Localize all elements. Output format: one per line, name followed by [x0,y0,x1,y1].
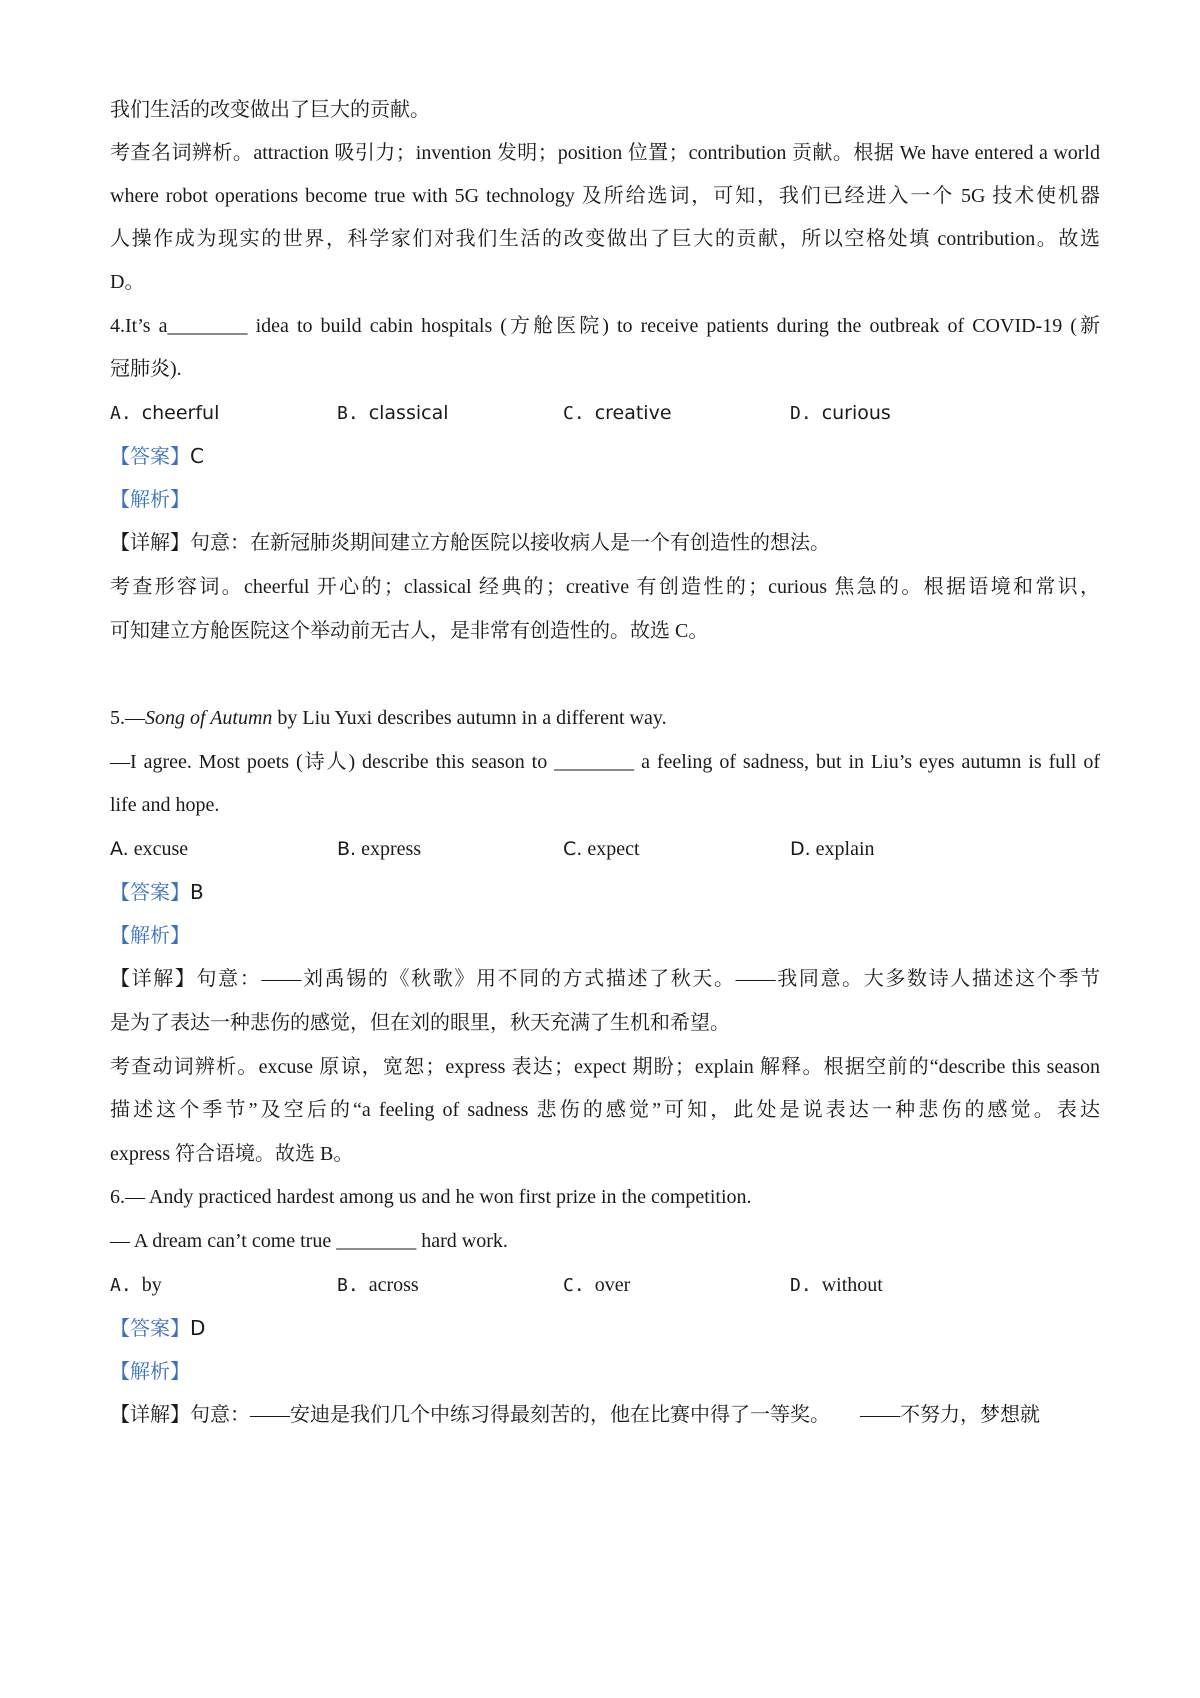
q6-analysis-tag: 【解析】 [110,1361,190,1383]
q3-explanation-line-3: where robot operations become true with 5G technology 及所给选词，可知，我们已经进入一个 5G 技术使机器 [110,185,1100,207]
q4-detail-line-1: 【详解】句意：在新冠肺炎期间建立方舱医院以接收病人是一个有创造性的想法。 [110,532,830,554]
q4-detail-line-2: 考查形容词。cheerful 开心的；classical 经典的；creative 有创造性的；curious 焦急的。根据语境和常识， [110,576,1100,598]
q6-options [110,1271,1100,1299]
q5-stem-line-1: 5.—Song of Autumn by Liu Yuxi describes autumn in a different way. [110,707,667,729]
q5-detail-line-5: express 符合语境。故选 B。 [110,1143,354,1165]
q4-option-c: C. creative [563,402,672,424]
answer-tag: 【答案】 [110,882,190,904]
q5-detail-line-3: 考查动词辨析。excuse 原谅，宽恕；express 表达；expect 期盼；explain 解释。根据空前的“describe this season [110,1056,1100,1078]
q3-explanation-line-2: 考查名词辨析。attraction 吸引力；invention 发明；position 位置；contribution 贡献。根据 We have entered a world [110,142,1100,164]
q5-options [110,835,1100,863]
answer-tag: 【答案】 [110,1318,190,1340]
poem-title: Song of Autumn [145,707,273,729]
q6-stem-line-2: — A dream can’t come true ________ hard work. [110,1230,508,1252]
q4-option-a: A. cheerful [110,402,220,424]
q6-option-c: C. over [563,1274,631,1296]
q6-option-b: B. across [337,1274,419,1296]
q5-analysis-tag: 【解析】 [110,925,190,947]
q4-analysis-tag: 【解析】 [110,489,190,511]
answer-value: D [190,1316,206,1340]
q5-detail-line-1: 【详解】句意：——刘禹锡的《秋歌》用不同的方式描述了秋天。——我同意。大多数诗人描述这个季节 [110,968,1100,990]
answer-value: C [190,444,204,468]
q6-stem-line-1: 6.— Andy practiced hardest among us and he won first prize in the competition. [110,1186,752,1208]
q3-explanation-line-4: 人操作成为现实的世界，科学家们对我们生活的改变做出了巨大的贡献，所以空格处填 contribution。故选 [110,228,1100,250]
q6-option-a: A. by [110,1274,162,1296]
q4-stem-line-1: 4.It’s a________ idea to build cabin hospitals (方舱医院) to receive patients during the outbreak of COVID-19 (新 [110,315,1100,337]
q4-option-b: B. classical [337,402,449,424]
q4-detail-line-3: 可知建立方舱医院这个举动前无古人，是非常有创造性的。故选 C。 [110,620,709,642]
q4-answer [110,442,1100,470]
q3-explanation-line-1: 我们生活的改变做出了巨大的贡献。 [110,99,430,121]
q5-option-c: C. expect [563,838,640,860]
q5-option-a: A. excuse [110,838,189,860]
q5-stem-line-3: life and hope. [110,794,220,816]
answer-value: B [190,880,204,904]
q5-detail-line-4: 描述这个季节”及空后的“a feeling of sadness 悲伤的感觉”可知，此处是说表达一种悲伤的感觉。表达 [110,1099,1100,1121]
answer-tag: 【答案】 [110,446,190,468]
q5-option-b: B. express [337,838,422,860]
q6-option-d: D. without [790,1274,883,1296]
q4-options [110,399,1100,427]
q5-answer [110,878,1100,906]
q5-detail-line-2: 是为了表达一种悲伤的感觉，但在刘的眼里，秋天充满了生机和希望。 [110,1012,730,1034]
q5-option-d: D. explain [790,838,875,860]
q6-detail-line-1: 【详解】句意：——安迪是我们几个中练习得最刻苦的，他在比赛中得了一等奖。 ——不努力，梦想就 [110,1404,1040,1426]
q3-explanation-line-5: D。 [110,271,145,293]
q6-answer [110,1314,1100,1342]
q4-stem-line-2: 冠肺炎). [110,358,182,380]
q5-stem-line-2: —I agree. Most poets (诗人) describe this season to ________ a feeling of sadness, but in Liu’s eyes autumn is full of [110,751,1100,773]
q4-option-d: D. curious [790,402,891,424]
